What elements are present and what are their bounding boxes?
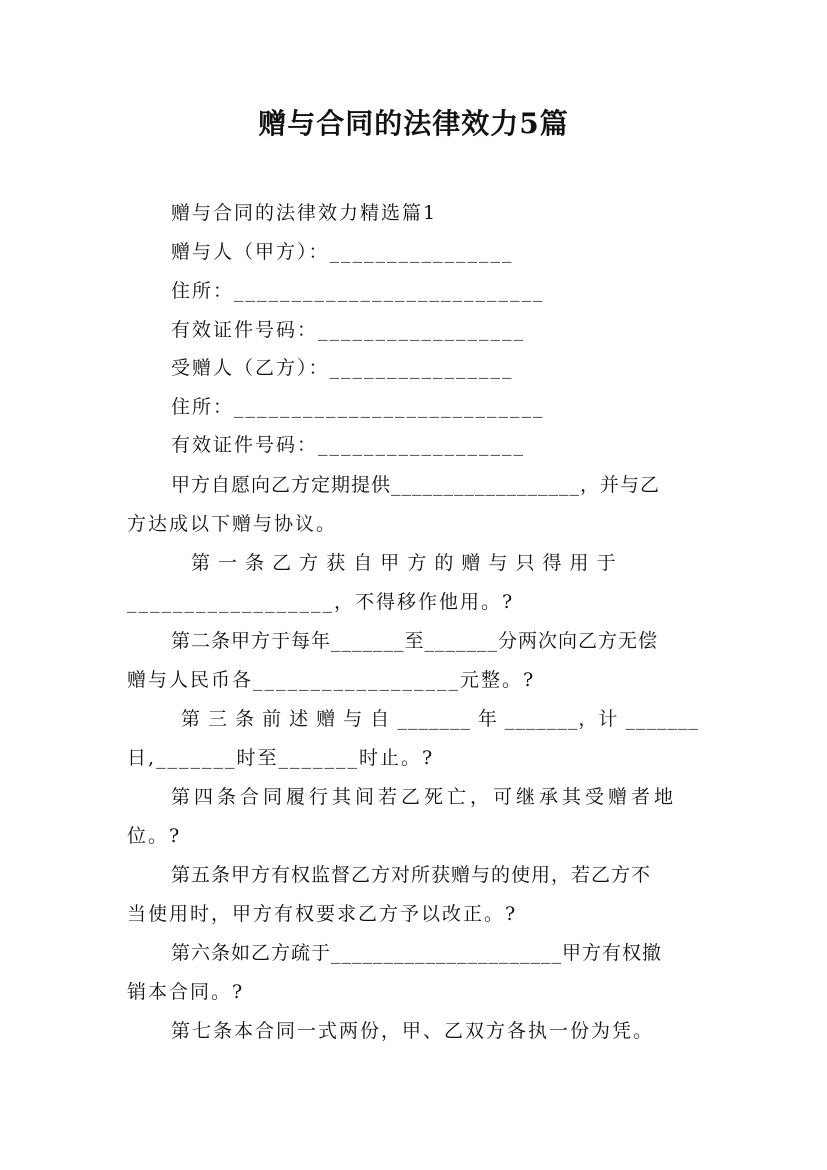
- article-7-line: 第七条本合同一式两份，甲、乙双方各执一份为凭。: [171, 1020, 655, 1042]
- article-5-line: 第五条甲方有权监督乙方对所获赠与的使用，若乙方不: [171, 864, 652, 886]
- article-3-line: 第 三 条 前 述 赠 与 自 _______ 年 _______，计 _______: [181, 708, 699, 730]
- donee-id-line: 有效证件号码：__________________: [171, 434, 526, 456]
- article-2-line: 赠与人民币各__________________元整。?: [127, 669, 536, 691]
- donor-address-line: 住所：___________________________: [171, 280, 545, 302]
- document-title: 赠与合同的法律效力5篇: [258, 107, 569, 140]
- article-6-line: 第六条如乙方疏于______________________甲方有权撤: [171, 942, 663, 964]
- section-heading: 赠与合同的法律效力精选篇1: [171, 202, 438, 224]
- article-5-line: 当使用时，甲方有权要求乙方予以改正。?: [127, 903, 518, 925]
- article-2-line: 第二条甲方于每年_______至_______分两次向乙方无偿: [171, 630, 659, 652]
- article-6-line: 销本合同。?: [127, 981, 245, 1003]
- article-1-line: 第 一 条 乙 方 获 自 甲 方 的 赠 与 只 得 用 于: [191, 552, 617, 574]
- article-3-line: 日,_______时至_______时止。?: [127, 747, 435, 769]
- donee-address-line: 住所：___________________________: [171, 396, 545, 418]
- article-1-line: __________________，不得移作他用。?: [127, 591, 515, 613]
- donee-name-line: 受赠人（乙方）：________________: [171, 357, 514, 379]
- donor-id-line: 有效证件号码：__________________: [171, 319, 526, 341]
- paragraph-line: 甲方自愿向乙方定期提供__________________，并与乙: [171, 474, 661, 496]
- donor-name-line: 赠与人（甲方）：________________: [171, 241, 514, 263]
- paragraph-line: 方达成以下赠与协议。: [127, 513, 338, 535]
- article-4-line: 第四条合同履行其间若乙死亡，可继承其受赠者地: [171, 786, 678, 808]
- article-4-line: 位。?: [127, 825, 182, 847]
